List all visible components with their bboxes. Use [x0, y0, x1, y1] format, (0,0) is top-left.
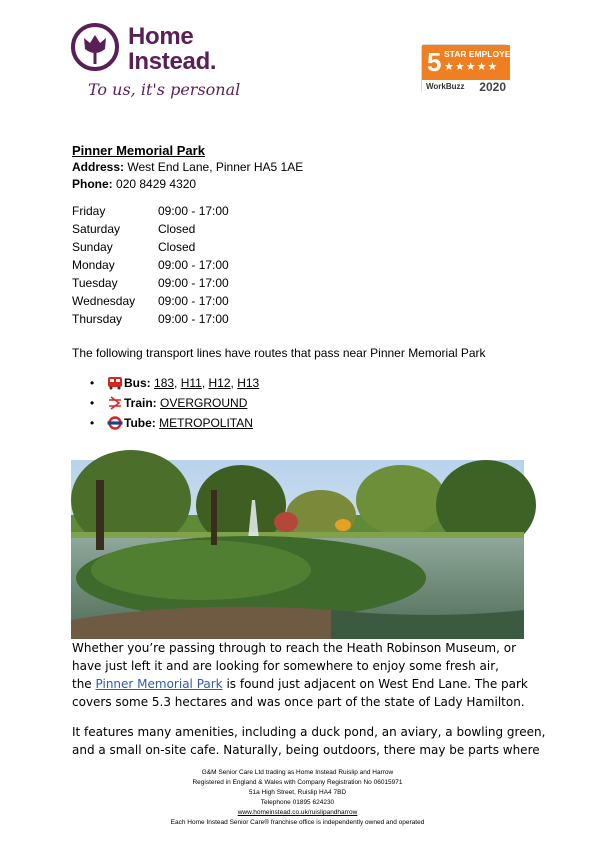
train-text — [124, 396, 247, 410]
address-value: West End Lane, Pinner HA5 1AE — [127, 160, 304, 174]
park-photo — [71, 460, 524, 639]
footer-address: 51a High Street, Ruislip HA4 7BD — [248, 789, 347, 796]
tube-line-link[interactable]: METROPOLITAN — [159, 416, 253, 430]
brand-wordmark — [128, 24, 216, 74]
footer-telephone: Telephone 01895 624230 — [260, 799, 335, 806]
bus-route-link[interactable]: 183 — [154, 376, 175, 390]
train-line-link[interactable]: OVERGROUND — [160, 396, 248, 410]
train-label: Train: — [124, 396, 157, 410]
brand-line1: Home — [128, 23, 194, 50]
venue-title: Pinner Memorial Park — [72, 143, 205, 158]
badge-year: 2020 — [479, 80, 506, 94]
phone-label: Phone: — [72, 177, 113, 191]
hours-time: 09:00 - 17:00 — [158, 312, 229, 326]
body-paragraph-1-line-3 — [72, 675, 528, 693]
pinner-memorial-park-link[interactable]: Pinner Memorial Park — [95, 677, 223, 691]
hours-day: Thursday — [72, 312, 123, 326]
phone-value: 020 8429 4320 — [116, 177, 197, 191]
bus-route-link[interactable]: H11 — [180, 376, 202, 390]
badge-number: 5 — [427, 47, 442, 77]
body-paragraph-1-line-4: covers some 5.3 hectares and was once part of the state of Lady Hamilton. — [72, 695, 525, 709]
body-paragraph-1-line-2: have just left it and are looking for somewhere to enjoy some fresh air, — [72, 659, 499, 673]
footer-website-link[interactable]: www.homeinstead.co.uk/ruislipandharrow — [237, 809, 358, 816]
star-employer-badge — [421, 44, 517, 94]
footer — [0, 768, 595, 828]
hours-time: 09:00 - 17:00 — [158, 276, 229, 290]
line3-suffix: is found just adjacent on West End Lane. The park — [222, 677, 528, 691]
body-paragraph-1-line-1: Whether you’re passing through to reach the Heath Robinson Museum, or — [72, 641, 517, 655]
venue-phone — [72, 177, 196, 191]
hours-time: 09:00 - 17:00 — [158, 204, 229, 218]
badge-label: STAR EMPLOYER — [444, 49, 517, 59]
footer-company: G&M Senior Care Ltd trading as Home Instead Ruislip and Harrow — [201, 769, 394, 776]
hours-time: Closed — [158, 240, 196, 254]
footer-franchise-note: Each Home Instead Senior Care® franchise office is independently owned and operated — [170, 819, 425, 826]
home-instead-logo — [70, 22, 250, 102]
tube-text — [124, 416, 253, 430]
bus-route-link[interactable]: H12 — [208, 376, 231, 390]
address-label: Address: — [72, 160, 125, 174]
bullet: • — [90, 416, 95, 430]
badge-brand: WorkBuzz — [426, 82, 465, 91]
tube-label: Tube: — [124, 416, 156, 430]
badge-bottom — [422, 80, 510, 95]
hours-day: Monday — [72, 258, 115, 272]
hours-day: Wednesday — [72, 294, 136, 308]
tulip-logo-icon — [70, 22, 120, 72]
badge-stars-icon: ★★★★★ — [444, 61, 499, 73]
brand-line2: Instead. — [128, 48, 217, 75]
transport-intro: The following transport lines have routes that pass near Pinner Memorial Park — [72, 346, 486, 360]
bus-text: Bus: 183, H11, H12, H13 — [124, 376, 260, 390]
brand-tagline: To us, it's personal — [88, 80, 241, 99]
line3-prefix: the — [72, 677, 96, 691]
bullet: • — [90, 396, 95, 410]
bus-route-link[interactable]: H13 — [237, 376, 260, 390]
hours-time: 09:00 - 17:00 — [158, 294, 229, 308]
national-rail-icon — [107, 396, 123, 410]
hours-day: Saturday — [72, 222, 121, 236]
body-paragraph-2-line-1: It features many amenities, including a duck pond, an aviary, a bowling green, — [72, 725, 546, 739]
footer-registration: Registered in England & Wales with Company Registration No 06015971 — [192, 779, 403, 786]
hours-time: Closed — [158, 222, 196, 236]
venue-address — [72, 160, 303, 174]
hours-day: Tuesday — [72, 276, 118, 290]
bullet: • — [90, 376, 95, 390]
hours-day: Friday — [72, 204, 106, 218]
hours-time: 09:00 - 17:00 — [158, 258, 229, 272]
underground-roundel-icon — [107, 416, 123, 430]
bus-label: Bus: — [124, 376, 151, 390]
bus-icon — [107, 376, 123, 390]
body-paragraph-2-line-2: and a small on-site cafe. Naturally, being outdoors, there may be parts where — [72, 743, 540, 757]
hours-day: Sunday — [72, 240, 113, 254]
badge-top — [422, 45, 517, 80]
